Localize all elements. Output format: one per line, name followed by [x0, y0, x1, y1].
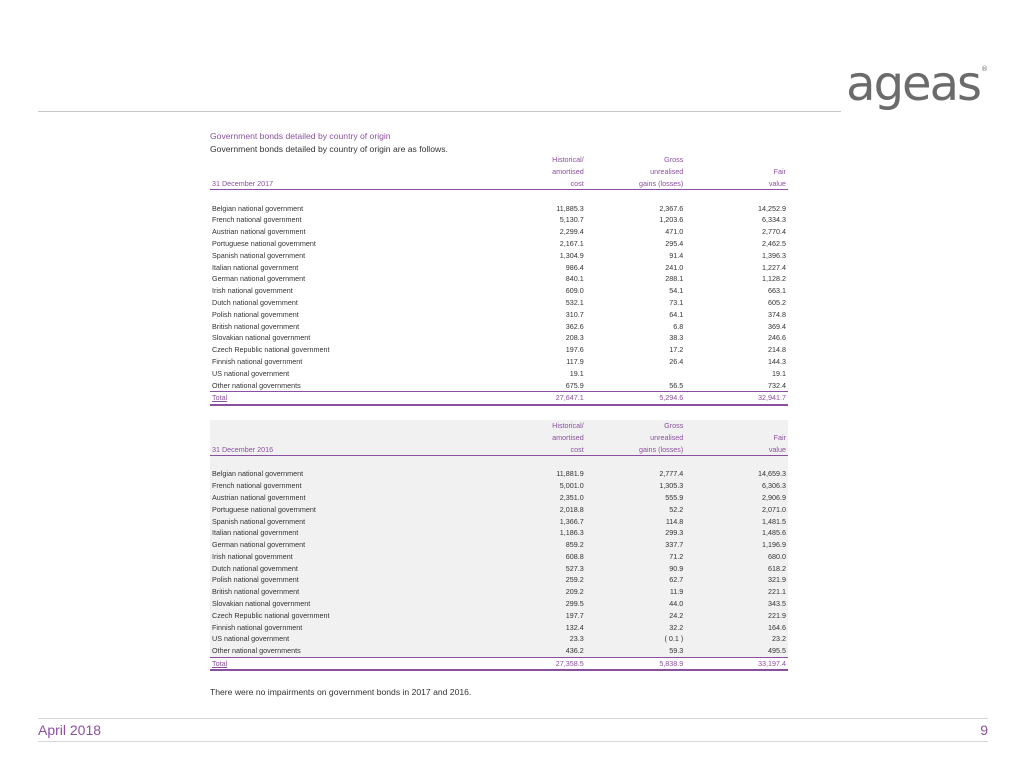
country-name: Austrian national government: [212, 492, 306, 502]
country-name: French national government: [212, 215, 302, 225]
total-fair: 32,941.7: [685, 391, 788, 404]
cost-cell: 23.3: [569, 634, 584, 644]
gains-cell: 24.2: [669, 610, 684, 620]
cost-cell: 11,885.3: [556, 203, 584, 213]
gains-cell: 91.4: [669, 250, 684, 260]
table-row: [210, 468, 788, 480]
fair-value-cell: 14,252.9: [758, 203, 786, 213]
table-date-label: 31 December 2016: [210, 443, 502, 455]
country-name: Dutch national government: [212, 297, 298, 307]
country-name: Polish national government: [212, 575, 299, 585]
total-label: Total: [212, 393, 228, 403]
gains-cell: 288.1: [665, 274, 684, 284]
table-row: [210, 367, 788, 379]
gains-cell: ( 0.1 ): [664, 634, 684, 644]
country-name: Belgian national government: [212, 203, 304, 213]
gains-cell: 52.2: [669, 504, 684, 514]
table-row: [210, 344, 788, 356]
gains-cell: 555.9: [665, 492, 684, 502]
cost-cell: 840.1: [565, 274, 584, 284]
gains-cell: 62.7: [669, 575, 684, 585]
cost-cell: 527.3: [565, 563, 584, 573]
fair-value-cell: 1,196.9: [762, 540, 786, 550]
cost-cell: 5,001.0: [559, 481, 584, 491]
fair-value-cell: 663.1: [768, 286, 786, 296]
fair-value-cell: 618.2: [768, 563, 786, 573]
footnote: There were no impairments on government bonds in 2017 and 2016.: [210, 687, 472, 698]
header-row: [210, 154, 788, 166]
country-name: Spanish national government: [212, 516, 306, 526]
cost-cell: 436.2: [565, 646, 584, 656]
gains-cell: 6.8: [673, 321, 684, 331]
table-row: [210, 238, 788, 250]
col-header-gross: gains (losses): [586, 443, 686, 455]
fair-value-cell: 221.1: [768, 587, 786, 597]
fair-value-cell: 1,128.2: [762, 274, 786, 284]
cost-cell: 197.7: [565, 610, 584, 620]
col-header-gross: unrealised: [650, 167, 684, 177]
fair-value-cell: 1,481.5: [762, 516, 786, 526]
table-row: [210, 609, 788, 621]
page-number: 9: [980, 722, 988, 738]
table-row: [210, 308, 788, 320]
gains-cell: 90.9: [669, 563, 684, 573]
table-row: [210, 379, 788, 391]
cost-cell: 859.2: [565, 540, 584, 550]
cost-cell: 2,018.8: [559, 504, 584, 514]
bonds-table-2017: [210, 154, 788, 406]
table-row: [210, 645, 788, 657]
footer-date: April 2018: [38, 722, 102, 738]
header-row: [210, 420, 788, 432]
cost-cell: 5,130.7: [559, 215, 584, 225]
gains-cell: 299.3: [665, 528, 684, 538]
cost-cell: 2,299.4: [559, 227, 584, 237]
gains-cell: 1,305.3: [659, 481, 684, 491]
total-label: Total: [212, 659, 228, 669]
table-row: [210, 562, 788, 574]
header-row: [210, 443, 788, 455]
table-row: [210, 320, 788, 332]
cost-cell: 675.9: [565, 380, 584, 390]
table-body: [210, 202, 788, 391]
table-row: [210, 621, 788, 633]
gains-cell: 59.3: [669, 646, 684, 656]
country-name: Portuguese national government: [212, 238, 316, 248]
gains-cell: 295.4: [665, 238, 684, 248]
fair-value-cell: 214.8: [768, 345, 786, 355]
table-row: [210, 214, 788, 226]
table-row: [210, 503, 788, 515]
cost-cell: 1,186.3: [559, 528, 584, 538]
fair-value-cell: 19.1: [772, 368, 786, 378]
col-header-fair: value: [685, 443, 788, 455]
fair-value-cell: 369.4: [768, 321, 786, 331]
section-subtitle: Government bonds detailed by country of origin are as follows.: [210, 144, 448, 154]
country-name: Spanish national government: [212, 250, 306, 260]
cost-cell: 1,366.7: [559, 516, 584, 526]
cost-cell: 117.9: [566, 356, 584, 366]
fair-value-cell: 680.0: [768, 551, 786, 561]
header-row: [210, 432, 788, 444]
gains-cell: 1,203.6: [659, 215, 684, 225]
col-header-fair: value: [685, 178, 788, 190]
gains-cell: [586, 367, 686, 379]
fair-value-cell: 23.2: [772, 634, 786, 644]
gains-cell: 38.3: [669, 333, 684, 343]
cost-cell: 362.6: [565, 321, 584, 331]
country-name: Dutch national government: [212, 563, 298, 573]
gains-cell: 54.1: [669, 286, 684, 296]
table-row: [210, 586, 788, 598]
country-name: Finnish national government: [212, 356, 303, 366]
cost-cell: 209.2: [565, 587, 584, 597]
fair-value-cell: 246.6: [768, 333, 786, 343]
fair-value-cell: 374.8: [768, 309, 786, 319]
table-row: [210, 527, 788, 539]
gains-cell: 471.0: [665, 227, 684, 237]
total-row: [210, 391, 788, 404]
cost-cell: 11,881.9: [556, 469, 584, 479]
cost-cell: 1,304.9: [559, 250, 584, 260]
country-name: Slovakian national government: [212, 599, 311, 609]
country-name: Czech Republic national government: [212, 345, 330, 355]
col-header-historical: amortised: [552, 167, 584, 177]
country-name: French national government: [212, 481, 302, 491]
cost-cell: 197.6: [565, 345, 584, 355]
gains-cell: 71.2: [669, 551, 684, 561]
cost-cell: 609.0: [565, 286, 584, 296]
gains-cell: 241.0: [665, 262, 684, 272]
table-row: [210, 261, 788, 273]
table-row: [210, 356, 788, 368]
gains-cell: 2,777.4: [659, 469, 684, 479]
country-name: Italian national government: [212, 528, 299, 538]
header-row: [210, 166, 788, 178]
gains-cell: 2,367.6: [659, 203, 684, 213]
fair-value-cell: 221.9: [768, 610, 786, 620]
fair-value-cell: 605.2: [768, 297, 786, 307]
table-row: [210, 285, 788, 297]
country-name: Irish national government: [212, 551, 293, 561]
main-content: [210, 130, 790, 697]
col-header-fair: Fair: [773, 432, 786, 442]
gains-cell: 44.0: [669, 599, 684, 609]
cost-cell: 208.3: [565, 333, 584, 343]
table-body: [210, 468, 788, 657]
fair-value-cell: 321.9: [768, 575, 786, 585]
country-name: US national government: [212, 634, 290, 644]
total-gains: 5,838.9: [586, 657, 686, 670]
country-name: British national government: [212, 321, 300, 331]
ageas-logo: ageas®: [846, 56, 988, 112]
fair-value-cell: 6,306.3: [762, 481, 786, 491]
country-name: Austrian national government: [212, 227, 306, 237]
table-row: [210, 249, 788, 261]
col-header-gross: Gross: [664, 155, 684, 165]
section-title: Government bonds detailed by country of origin: [210, 131, 391, 141]
table-row: [210, 551, 788, 563]
col-header-historical: cost: [502, 443, 586, 455]
country-name: Czech Republic national government: [212, 610, 330, 620]
header-row: [210, 178, 788, 190]
gains-cell: 11.9: [669, 587, 684, 597]
fair-value-cell: 144.3: [768, 356, 786, 366]
gains-cell: 32.2: [669, 622, 684, 632]
col-header-historical: Historical/: [552, 155, 584, 165]
bonds-table-2016: [210, 420, 788, 672]
fair-value-cell: 2,770.4: [762, 227, 786, 237]
table-row: [210, 480, 788, 492]
total-cost: 27,358.5: [502, 657, 586, 670]
table-row: [210, 515, 788, 527]
gains-cell: 337.7: [665, 540, 684, 550]
country-name: Finnish national government: [212, 622, 303, 632]
cost-cell: 986.4: [565, 262, 584, 272]
total-cost: 27,647.1: [502, 391, 586, 404]
country-name: Polish national government: [212, 309, 299, 319]
cost-cell: 299.5: [565, 599, 584, 609]
country-name: German national government: [212, 540, 306, 550]
gains-cell: 17.2: [669, 345, 684, 355]
cost-cell: 2,167.1: [559, 238, 584, 248]
col-header-gross: gains (losses): [586, 178, 686, 190]
cost-cell: 132.4: [565, 622, 584, 632]
col-header-historical: Historical/: [552, 421, 584, 431]
col-header-historical: cost: [502, 178, 586, 190]
country-name: Italian national government: [212, 262, 299, 272]
gains-cell: 64.1: [669, 309, 684, 319]
table-date-label: 31 December 2017: [210, 178, 502, 190]
country-name: US national government: [212, 368, 290, 378]
country-name: Other national governments: [212, 380, 301, 390]
fair-value-cell: 2,462.5: [762, 238, 786, 248]
cost-cell: 259.2: [565, 575, 584, 585]
fair-value-cell: 1,485.6: [762, 528, 786, 538]
col-header-gross: unrealised: [650, 432, 684, 442]
gains-cell: 56.5: [669, 380, 684, 390]
cost-cell: 532.1: [565, 297, 584, 307]
table-row: [210, 598, 788, 610]
fair-value-cell: 164.6: [768, 622, 786, 632]
country-name: Other national governments: [212, 646, 301, 656]
total-row: [210, 657, 788, 670]
fair-value-cell: 495.5: [768, 646, 786, 656]
col-header-gross: Gross: [664, 421, 684, 431]
fair-value-cell: 14,659.3: [758, 469, 786, 479]
country-name: British national government: [212, 587, 300, 597]
table-row: [210, 332, 788, 344]
cost-cell: 310.7: [565, 309, 584, 319]
fair-value-cell: 732.4: [768, 380, 786, 390]
fair-value-cell: 1,227.4: [762, 262, 786, 272]
col-header-fair: Fair: [773, 167, 786, 177]
fair-value-cell: 1,396.3: [762, 250, 786, 260]
fair-value-cell: 6,334.3: [762, 215, 786, 225]
table-row: [210, 633, 788, 645]
col-header-historical: amortised: [552, 432, 584, 442]
fair-value-cell: 343.5: [768, 599, 786, 609]
gains-cell: 73.1: [669, 297, 684, 307]
country-name: Portuguese national government: [212, 504, 316, 514]
total-fair: 33,197.4: [685, 657, 788, 670]
table-row: [210, 226, 788, 238]
country-name: Slovakian national government: [212, 333, 311, 343]
table-row: [210, 202, 788, 214]
table-row: [210, 492, 788, 504]
country-name: German national government: [212, 274, 306, 284]
header-divider: [38, 111, 841, 112]
cost-cell: 608.8: [565, 551, 584, 561]
table-row: [210, 297, 788, 309]
footer-divider: [38, 718, 988, 719]
fair-value-cell: 2,071.0: [762, 504, 786, 514]
footer-divider: [38, 741, 988, 742]
table-row: [210, 539, 788, 551]
table-row: [210, 574, 788, 586]
cost-cell: 2,351.0: [559, 492, 584, 502]
table-row: [210, 273, 788, 285]
country-name: Belgian national government: [212, 469, 304, 479]
gains-cell: 26.4: [669, 356, 684, 366]
gains-cell: 114.8: [665, 516, 684, 526]
total-gains: 5,294.6: [586, 391, 686, 404]
fair-value-cell: 2,906.9: [762, 492, 786, 502]
country-name: Irish national government: [212, 286, 293, 296]
cost-cell: 19.1: [569, 368, 584, 378]
